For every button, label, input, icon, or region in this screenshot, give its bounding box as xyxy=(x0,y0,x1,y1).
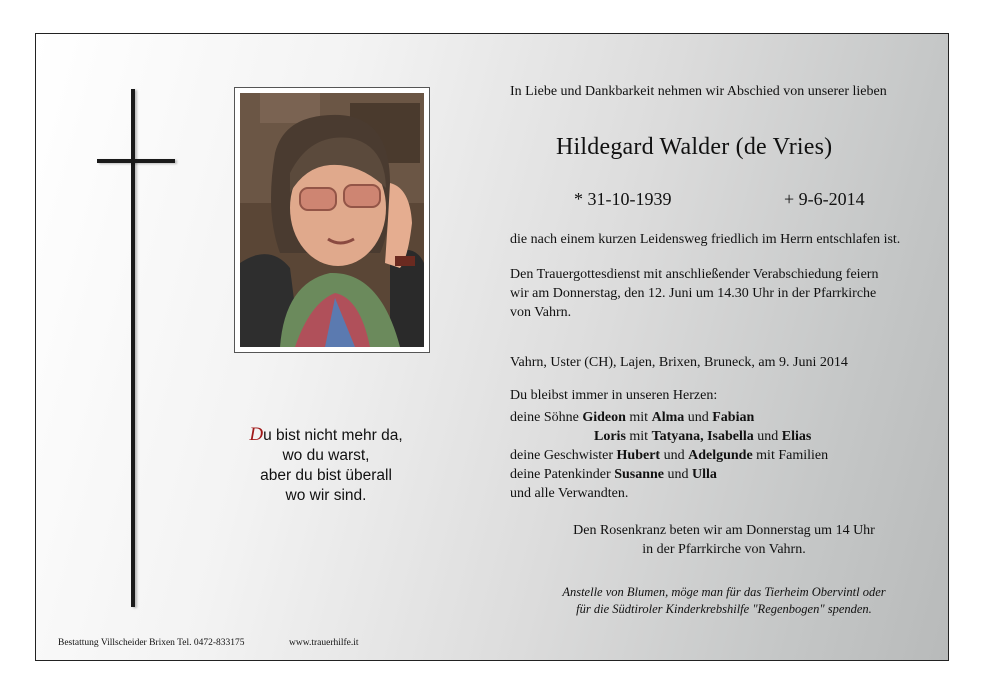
passing-text: die nach einem kurzen Leidensweg friedlich im Herrn entschlafen ist. xyxy=(510,232,901,247)
rosary-text xyxy=(510,521,938,559)
rosary-line-1: Den Rosenkranz beten wir am Donnerstag um 14 Uhr xyxy=(573,523,875,538)
deceased-name: Hildegard Walder (de Vries) xyxy=(556,134,833,160)
family-line-relatives: und alle Verwandten. xyxy=(510,486,629,501)
service-line-1: Den Trauergottesdienst mit anschließender Verabschiedung feiern xyxy=(510,267,879,282)
family-list xyxy=(510,408,828,503)
heart-line: Du bleibst immer in unseren Herzen: xyxy=(510,388,718,403)
donation-line-2: für die Südtiroler Kinderkrebshilfe "Regenbogen" spenden. xyxy=(576,602,872,616)
quote-line-1: u bist nicht mehr da, xyxy=(263,427,403,444)
family-line-sons: deine Söhne Gideon mit Alma und Fabian xyxy=(510,410,755,425)
service-line-3: von Vahrn. xyxy=(510,305,572,320)
family-line-godchildren: deine Patenkinder Susanne und Ulla xyxy=(510,467,717,482)
death-date: + 9-6-2014 xyxy=(784,189,865,209)
cross-icon xyxy=(131,89,135,607)
portrait-photo xyxy=(240,93,424,347)
family-line-siblings: deine Geschwister Hubert und Adelgunde mit Familien xyxy=(510,448,829,463)
cross-icon-bar xyxy=(97,159,175,163)
donation-line-1: Anstelle von Blumen, möge man für das Tierheim Obervintl oder xyxy=(562,585,886,599)
quote-initial: D xyxy=(249,424,264,445)
portrait-photo-frame xyxy=(234,87,430,353)
birth-date: * 31-10-1939 xyxy=(574,189,672,209)
obituary-card xyxy=(35,33,949,661)
rosary-line-2: in der Pfarrkirche von Vahrn. xyxy=(642,542,806,557)
memorial-quote xyxy=(216,425,436,506)
quote-line-4: wo wir sind. xyxy=(285,487,367,504)
funeral-service-text xyxy=(510,265,950,322)
funeral-home-info: Bestattung Villscheider Brixen Tel. 0472-833175 xyxy=(58,638,245,648)
website-link[interactable]: www.trauerhilfe.it xyxy=(289,638,359,648)
intro-text: In Liebe und Dankbarkeit nehmen wir Abschied von unserer lieben xyxy=(510,84,887,99)
quote-line-3: aber du bist überall xyxy=(260,467,392,484)
place-and-date: Vahrn, Uster (CH), Lajen, Brixen, Bruneck, am 9. Juni 2014 xyxy=(510,355,848,370)
service-line-2: wir am Donnerstag, den 12. Juni um 14.30 Uhr in der Pfarrkirche xyxy=(510,286,877,301)
quote-line-2: wo du warst, xyxy=(282,447,370,464)
family-line-loris: Loris mit Tatyana, Isabella und Elias xyxy=(594,429,812,444)
donation-note xyxy=(510,584,938,618)
